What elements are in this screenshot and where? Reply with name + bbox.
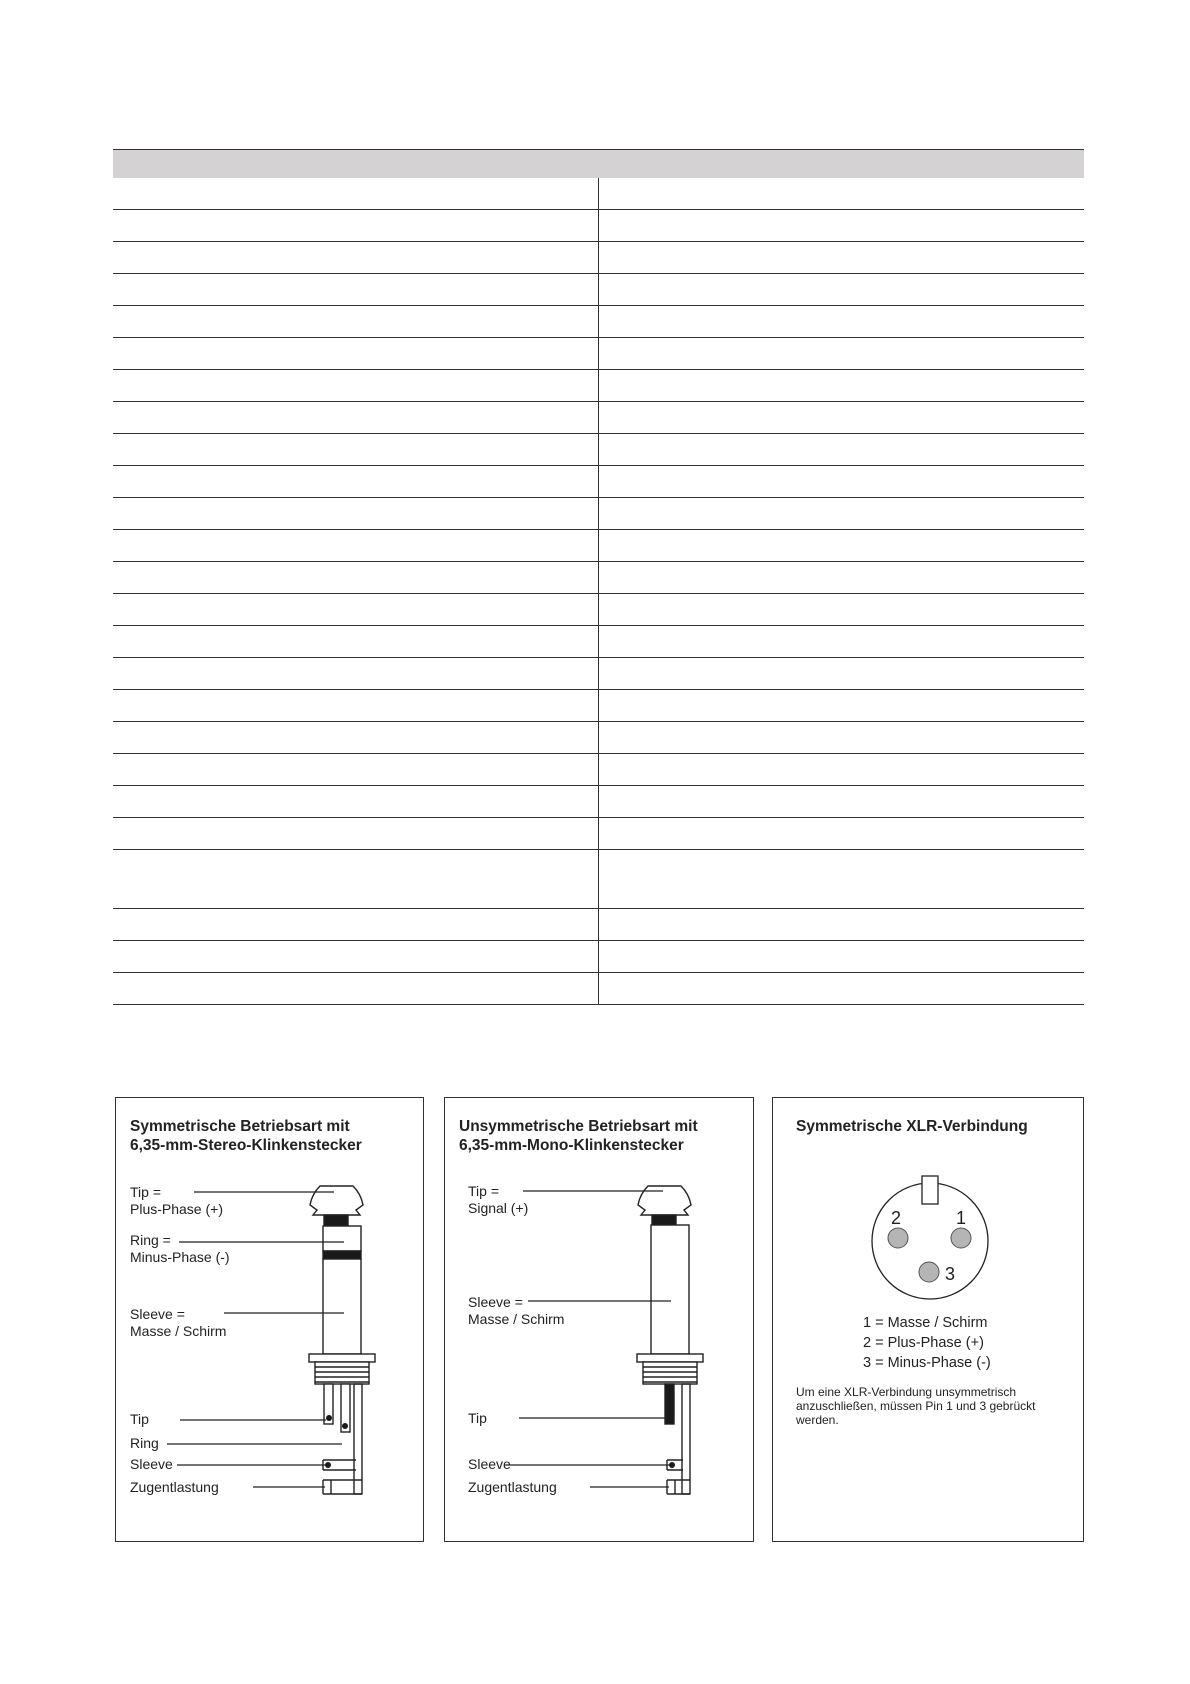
table-row [113,850,1084,909]
table-cell-value [599,498,1085,530]
stereo-sleeve-value: Masse / Schirm [130,1323,227,1339]
table-row [113,530,1084,562]
table-cell-value [599,786,1085,818]
xlr-key-notch [922,1176,938,1204]
table-cell-label [113,594,599,626]
mono-tip-label: Tip = [468,1183,499,1199]
xlr-pin-2 [888,1228,908,1248]
table-cell-label [113,210,599,242]
table-cell-value [599,850,1085,909]
jack-collar [309,1354,375,1362]
stereo-wire-sleeve: Sleeve [130,1456,173,1472]
table-cell-value [599,690,1085,722]
table-cell-value [599,178,1085,210]
spec-table [113,149,1084,1005]
stereo-jack-panel [115,1097,424,1542]
table-row [113,690,1084,722]
stereo-ring-label-block [130,1232,230,1266]
table-cell-label [113,658,599,690]
table-row [113,274,1084,306]
table-cell-value [599,530,1085,562]
jack-ring [323,1226,361,1251]
table-cell-value [599,434,1085,466]
jack-tip-shape [310,1186,363,1215]
table-cell-value [599,626,1085,658]
table-cell-value [599,370,1085,402]
mono-title-line2: 6,35-mm-Mono-Klinkenstecker [459,1137,684,1154]
jack-insulator [652,1215,676,1225]
stereo-ring-label: Ring = [130,1232,171,1248]
table-cell-label [113,786,599,818]
xlr-pin-1-label: 1 [956,1208,967,1228]
jack-ring-insulator-top [324,1215,348,1226]
xlr-pin-legend [863,1313,991,1373]
table-row [113,498,1084,530]
table-row [113,562,1084,594]
table-cell-value [599,658,1085,690]
xlr-unbalanced-note: Um eine XLR-Verbindung unsymmetrisch anzuschließen, müssen Pin 1 und 3 gebrückt werden. [796,1385,1036,1427]
mono-sleeve-value: Masse / Schirm [468,1311,565,1327]
xlr-pin-1 [951,1228,971,1248]
table-row [113,402,1084,434]
xlr-legend-1: 1 = Masse / Schirm [863,1315,988,1331]
stereo-sleeve-label: Sleeve = [130,1306,185,1322]
stereo-panel-title [130,1117,362,1155]
table-cell-label [113,338,599,370]
stereo-wire-ring: Ring [130,1435,159,1451]
mono-title-line1: Unsymmetrische Betriebsart mit [459,1118,698,1135]
jack-ring-insulator-bottom [323,1251,361,1259]
table-cell-value [599,754,1085,786]
table-row [113,818,1084,850]
mono-jack-panel [444,1097,754,1542]
table-cell-label [113,530,599,562]
table-cell-label [113,370,599,402]
mono-sleeve-label-block [468,1294,564,1328]
table-cell-label [113,973,599,1005]
table-cell-label [113,754,599,786]
table-cell-value [599,941,1085,973]
table-cell-label [113,562,599,594]
mono-wire-strain: Zugentlastung [468,1479,557,1495]
table-row [113,434,1084,466]
table-row [113,786,1084,818]
xlr-panel-title: Symmetrische XLR-Verbindung [796,1118,1028,1135]
table-cell-label [113,626,599,658]
strain-relief [323,1480,362,1494]
table-row [113,658,1084,690]
stereo-sleeve-label-block [130,1306,226,1340]
table-cell-label [113,274,599,306]
terminal-sleeve [354,1384,362,1494]
xlr-legend-3: 3 = Minus-Phase (-) [863,1355,991,1371]
jack-tip-shape [638,1186,691,1215]
stereo-tip-label: Tip = [130,1184,161,1200]
table-cell-value [599,562,1085,594]
table-cell-value [599,402,1085,434]
table-row [113,754,1084,786]
stereo-ring-value: Minus-Phase (-) [130,1249,230,1265]
table-row [113,909,1084,941]
jack-thread [643,1362,697,1384]
table-row [113,594,1084,626]
table-cell-value [599,338,1085,370]
table-cell-label [113,850,599,909]
table-row [113,242,1084,274]
stereo-tip-label-block [130,1184,223,1218]
table-row [113,178,1084,210]
table-row [113,210,1084,242]
mono-tip-label-block [468,1183,528,1217]
strain-relief [667,1480,690,1494]
stereo-wire-strain: Zugentlastung [130,1479,219,1495]
table-row [113,306,1084,338]
jack-sleeve [323,1259,361,1354]
stereo-tip-value: Plus-Phase (+) [130,1201,223,1217]
jack-sleeve [651,1225,689,1354]
mono-panel-title [459,1117,698,1155]
table-row [113,626,1084,658]
table-row [113,338,1084,370]
mono-wire-tip: Tip [468,1410,487,1426]
table-cell-value [599,909,1085,941]
table-row [113,370,1084,402]
table-cell-label [113,178,599,210]
terminal-sleeve [682,1384,690,1494]
table-cell-label [113,402,599,434]
xlr-pin-2-label: 2 [891,1208,902,1228]
table-row [113,941,1084,973]
xlr-pin-3 [919,1262,939,1282]
table-cell-label [113,498,599,530]
table-row [113,973,1084,1005]
table-cell-value [599,274,1085,306]
stereo-wire-tip: Tip [130,1411,149,1427]
table-cell-label [113,434,599,466]
mono-sleeve-label: Sleeve = [468,1294,523,1310]
stereo-title-line2: 6,35-mm-Stereo-Klinkenstecker [130,1137,362,1154]
table-cell-value [599,722,1085,754]
table-cell-label [113,909,599,941]
table-cell-label [113,690,599,722]
table-cell-label [113,242,599,274]
xlr-panel [772,1097,1084,1542]
stereo-title-line1: Symmetrische Betriebsart mit [130,1118,350,1135]
table-cell-label [113,466,599,498]
jack-thread [315,1362,369,1384]
table-cell-label [113,941,599,973]
mono-tip-value: Signal (+) [468,1200,529,1216]
table-body [113,178,1084,1005]
table-row [113,466,1084,498]
table-row [113,722,1084,754]
jack-collar [637,1354,703,1362]
table-cell-label [113,306,599,338]
table-cell-value [599,973,1085,1005]
table-cell-value [599,242,1085,274]
table-header-row [113,150,1084,179]
table-cell-value [599,594,1085,626]
table-cell-label [113,818,599,850]
table-cell-value [599,210,1085,242]
mono-wire-sleeve: Sleeve [468,1456,511,1472]
xlr-legend-2: 2 = Plus-Phase (+) [863,1335,984,1351]
xlr-pin-3-label: 3 [945,1264,956,1284]
table-cell-label [113,722,599,754]
table-cell-value [599,306,1085,338]
table-cell-value [599,466,1085,498]
table-header-cell [113,150,1084,179]
table-cell-value [599,818,1085,850]
